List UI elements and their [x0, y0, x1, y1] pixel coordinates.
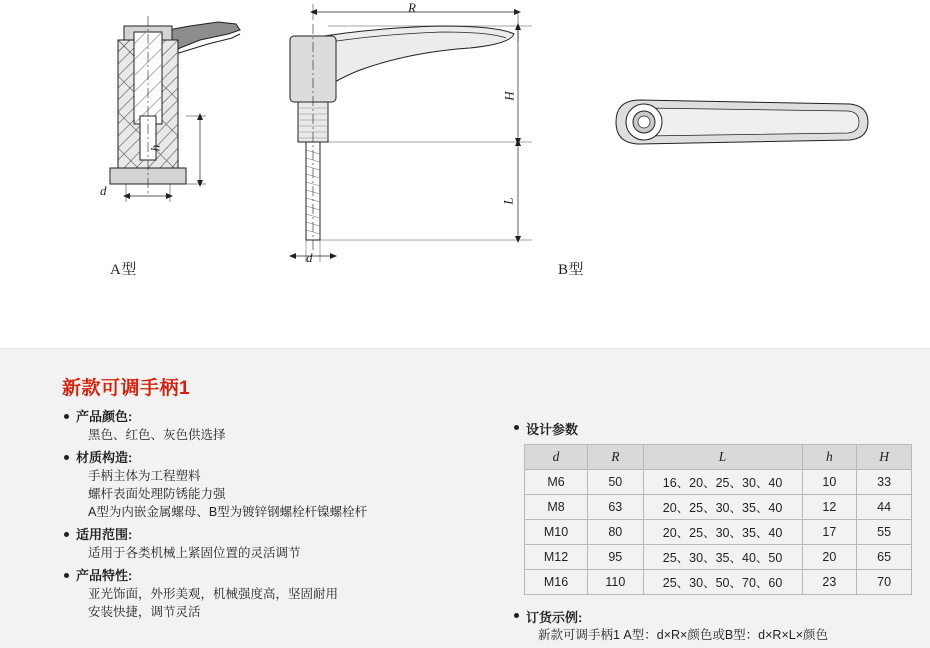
feature-block-color: [62, 407, 502, 444]
feature-line: 黑色、红色、灰色供选择: [88, 428, 226, 442]
ordering-example-text: 新款可调手柄1 A型：d×R×颜色或B型：d×R×L×颜色: [538, 628, 829, 642]
figure-a-caption: A型: [110, 262, 137, 278]
cell-r: 63: [588, 495, 644, 520]
column-header-H: H: [857, 445, 912, 470]
cell-l: 20、25、30、35、40: [643, 520, 802, 545]
feature-line: 安装快捷，调节灵活: [88, 605, 201, 619]
feature-head-characteristics: 产品特性:: [62, 566, 502, 585]
dimension-label-L: L: [500, 197, 516, 205]
column-header-R: R: [588, 445, 644, 470]
spec-section: [512, 419, 912, 644]
cell-h: 20: [802, 545, 857, 570]
column-header-h: h: [802, 445, 857, 470]
cell-h: 12: [802, 495, 857, 520]
cell-r: 95: [588, 545, 644, 570]
cell-h: 17: [802, 520, 857, 545]
cell-l: 20、25、30、35、40: [643, 495, 802, 520]
feature-block-characteristics: [62, 566, 502, 621]
feature-line: 亚光饰面，外形美观，机械强度高，坚固耐用: [88, 587, 339, 601]
feature-list: [62, 407, 502, 625]
cell-d: M6: [525, 470, 588, 495]
spec-table: [524, 444, 912, 595]
cell-d: M12: [525, 545, 588, 570]
dimension-label-d-bottom: d: [306, 250, 313, 265]
product-info-panel: [0, 348, 930, 648]
cell-r: 50: [588, 470, 644, 495]
dimension-label-R: R: [408, 0, 416, 15]
cell-r: 110: [588, 570, 644, 595]
feature-line: 螺杆表面处理防锈能力强: [88, 487, 226, 501]
cell-d: M8: [525, 495, 588, 520]
feature-head-application: 适用范围:: [62, 525, 502, 544]
dimension-label-d-left: d: [100, 183, 107, 198]
cell-H: 33: [857, 470, 912, 495]
cell-H: 65: [857, 545, 912, 570]
figure-b-drawing: [260, 0, 560, 300]
table-row: [525, 570, 912, 595]
column-header-L: L: [643, 445, 802, 470]
table-row: [525, 470, 912, 495]
feature-head-material: 材质构造:: [62, 448, 502, 467]
dimension-label-H: H: [501, 91, 517, 101]
cell-H: 44: [857, 495, 912, 520]
cell-d: M16: [525, 570, 588, 595]
cell-l: 25、30、35、40、50: [643, 545, 802, 570]
feature-line: 适用于各类机械上紧固位置的灵活调节: [88, 546, 301, 560]
figure-b-plan-drawing: [600, 60, 880, 260]
ordering-example-block: [512, 607, 912, 644]
feature-block-material: [62, 448, 502, 521]
feature-line: A型为内嵌金属螺母、B型为镀锌钢螺栓杆镍螺栓杆: [88, 505, 368, 519]
cell-d: M10: [525, 520, 588, 545]
feature-block-application: [62, 525, 502, 562]
cell-H: 55: [857, 520, 912, 545]
cell-l: 25、30、50、70、60: [643, 570, 802, 595]
figure-b-caption: B型: [558, 262, 585, 278]
cell-r: 80: [588, 520, 644, 545]
dimension-label-h-left: h: [147, 144, 163, 152]
feature-line: 手柄主体为工程塑料: [88, 469, 201, 483]
table-row: [525, 545, 912, 570]
table-row: [525, 520, 912, 545]
feature-head-color: 产品颜色:: [62, 407, 502, 426]
spec-table-heading: 设计参数: [512, 419, 912, 438]
table-header-row: [525, 445, 912, 470]
ordering-example-heading: 订货示例:: [512, 607, 912, 626]
cell-H: 70: [857, 570, 912, 595]
cell-l: 16、20、25、30、40: [643, 470, 802, 495]
table-row: [525, 495, 912, 520]
cell-h: 10: [802, 470, 857, 495]
page-title: 新款可调手柄1: [62, 378, 191, 399]
cell-h: 23: [802, 570, 857, 595]
column-header-d: d: [525, 445, 588, 470]
